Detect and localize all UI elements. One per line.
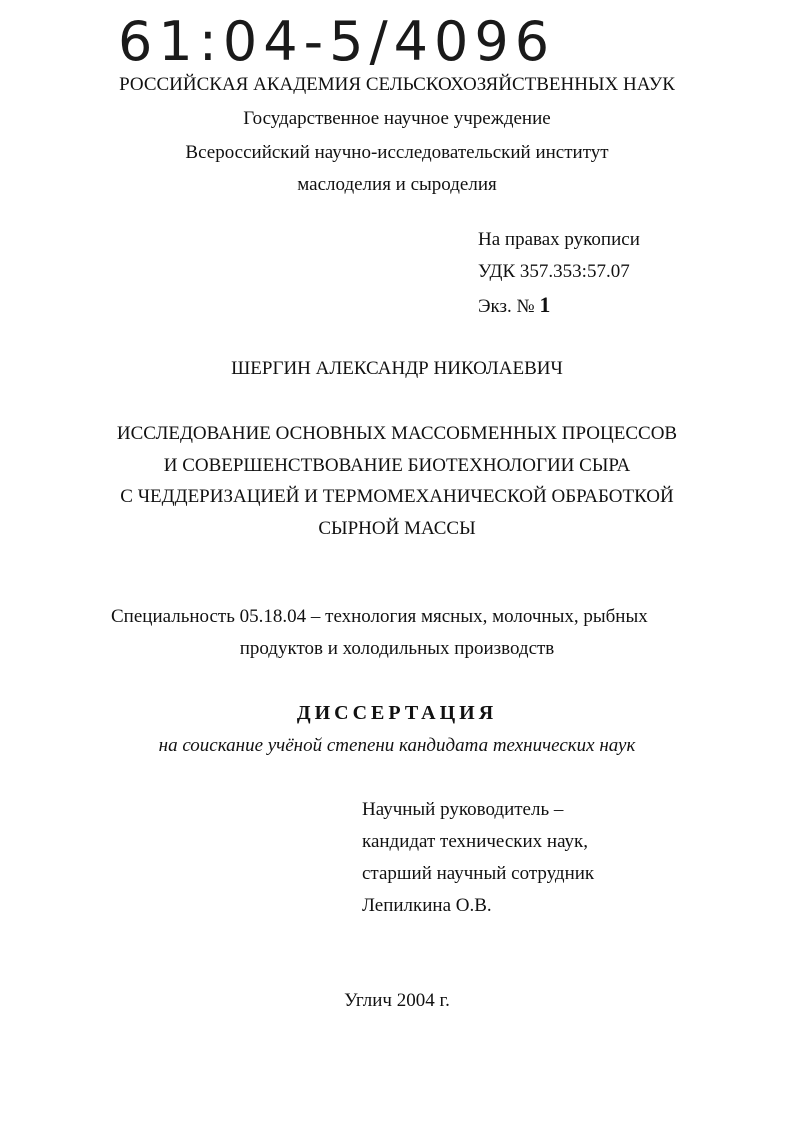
dissertation-label: ДИССЕРТАЦИЯ [296,702,498,724]
supervisor-line2: кандидат технических наук, [362,831,589,852]
manuscript-rights: На правах рукописи [478,229,640,250]
copy-number-value: 1 [539,292,551,317]
institute-name-line1: Всероссийский научно-исследовательский институт [185,142,609,163]
place-and-year: Углич 2004 г. [344,990,450,1011]
supervisor-line1: Научный руководитель – [362,799,564,820]
specialty-line1: Специальность 05.18.04 – технология мясных, молочных, рыбных [111,606,648,627]
copy-label: Экз. № [478,296,535,317]
handwritten-archive-code: 61:04-5/4096 [118,10,556,73]
specialty-line2: продуктов и холодильных производств [239,638,555,659]
author-name: ШЕРГИН АЛЕКСАНДР НИКОЛАЕВИЧ [231,358,563,379]
supervisor-name: Лепилкина О.В. [362,895,492,916]
copy-number [478,294,550,318]
institution-type: Государственное научное учреждение [243,108,551,129]
title-line-2: И СОВЕРШЕНСТВОВАНИЕ БИОТЕХНОЛОГИИ СЫРА [163,455,631,476]
supervisor-line3: старший научный сотрудник [362,863,595,884]
institute-name-line2: маслоделия и сыроделия [297,174,497,195]
academy-name: РОССИЙСКАЯ АКАДЕМИЯ СЕЛЬСКОХОЗЯЙСТВЕННЫХ НАУК [119,74,675,95]
udk-code: УДК 357.353:57.07 [478,261,630,282]
title-line-3: С ЧЕДДЕРИЗАЦИЕЙ И ТЕРМОМЕХАНИЧЕСКОЙ ОБРАБОТКОЙ [120,486,674,507]
degree-purpose: на соискание учёной степени кандидата технических наук [158,735,636,756]
title-line-1: ИССЛЕДОВАНИЕ ОСНОВНЫХ МАССОБМЕННЫХ ПРОЦЕССОВ [116,423,678,444]
title-line-4: СЫРНОЙ МАССЫ [318,518,476,539]
